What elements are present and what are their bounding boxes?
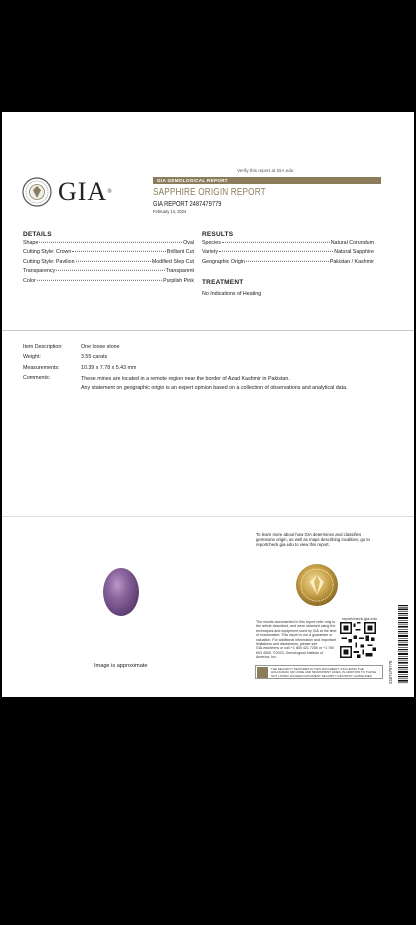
gia-logo	[22, 177, 142, 209]
security-hologram-icon	[257, 667, 268, 678]
barcode-number: 2487479779	[388, 660, 393, 684]
details-row: Color Purplish Pink	[23, 277, 194, 284]
security-notice	[255, 665, 383, 679]
barcode-icon	[398, 604, 408, 684]
comment-2: Any statement on geographic origin is an expert opinion based on a collection of observations and analytical data.	[81, 385, 348, 392]
stone-image	[103, 568, 139, 616]
results-row: Geographic Origin Pakistan / Kashmir	[202, 258, 374, 265]
comment-1: These mines are located in a remote region near the border of Azad Kashmir in Pakistan.	[81, 376, 290, 383]
report-date: February 14, 2024	[153, 210, 187, 215]
band-label: GIA GEMOLOGICAL REPORT	[157, 178, 228, 183]
details-rows	[23, 240, 194, 287]
fine-print: The results documented in this report refer only to the article described, and were obtained using the techniques and equipment used by GIA at the time of examination. This report is not a guarantee or valuation. For additional information and important limitations and disclaimers, please see GIA.edu/terms or call +1 800 421 7250 or +1 760 603 4500. ©2023, Gemological Institute of America, Inc.	[256, 620, 337, 660]
item-description-row: Item Description: One loose stone	[23, 344, 120, 350]
divider-bottom	[2, 516, 414, 517]
verify-text: Verify this report at GIA.edu	[237, 168, 294, 173]
report-number: GIA REPORT 2487479779	[153, 201, 222, 208]
results-heading: RESULTS	[202, 231, 234, 238]
weight-row: Weight: 3.55 carats	[23, 354, 108, 361]
image-approximate-label: Image is approximate	[94, 663, 148, 669]
results-row: Species Natural Corundum	[202, 240, 374, 246]
results-row: Variety Natural Sapphire	[202, 249, 374, 256]
qr-code-icon[interactable]	[340, 622, 376, 658]
gia-seal-icon	[22, 177, 52, 207]
treatment-heading: TREATMENT	[202, 279, 244, 286]
description-block	[23, 344, 393, 396]
details-row: Cutting Style: Crown Brilliant Cut	[23, 249, 194, 256]
treatment-value: No Indications of Heating	[202, 291, 262, 297]
details-heading: DETAILS	[23, 231, 52, 238]
details-row: Shape Oval	[23, 240, 194, 246]
qr-url: reportcheck.gia.edu	[342, 616, 378, 621]
comments-row: Comments: These mines are located in a remote region near the border of Azad Kashmir in Pakistan. Any statement on geographic origin is an expert opinion based on a collection of observations and analytical data.	[23, 375, 393, 393]
header-band	[153, 177, 381, 184]
gold-hologram-seal-icon	[295, 563, 339, 607]
details-row: Cutting Style: Pavilion Modified Step Cut	[23, 258, 194, 265]
measurements-row: Measurements: 10.39 x 7.78 x 5.43 mm	[23, 364, 137, 371]
gia-wordmark: GIA®	[58, 177, 113, 206]
results-rows	[202, 240, 374, 268]
learn-more-text: To learn more about how GIA determines and classifies gemstone origin, as well as maps describing localities, go to reportcheck.gia.edu to view this report.	[256, 532, 370, 548]
details-row: Transparency Transparent	[23, 268, 194, 275]
security-text: THE SECURITY FEATURES IN THIS DOCUMENT, INCLUDING THE HOLOGRAM, QR CODE AND MICROPRINT LINES, IN ADDITION TO THOSE NOT LISTED, EXCEED DOCUMENT SECURITY INDUSTRY GUIDELINES.	[271, 666, 377, 678]
report-title: SAPPHIRE ORIGIN REPORT	[153, 187, 266, 198]
gia-report-document	[2, 112, 414, 697]
divider-top	[2, 330, 414, 331]
